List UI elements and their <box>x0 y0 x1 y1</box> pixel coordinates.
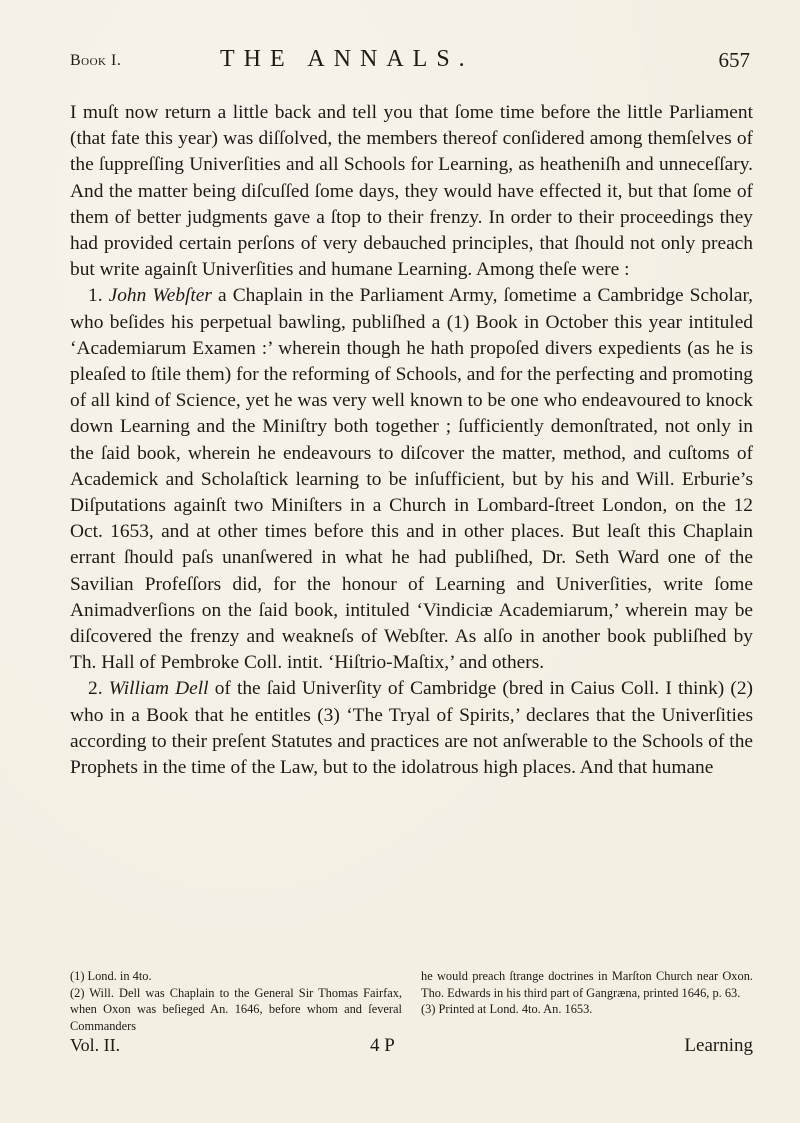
entry-number: 2. <box>88 678 103 700</box>
entry-name: William Dell <box>108 678 209 700</box>
footnotes-left-column <box>70 968 402 1034</box>
catchline <box>70 1035 753 1063</box>
footnotes <box>70 968 753 1034</box>
footnote-2: (2) Will. Dell was Chaplain to the General Sir Thomas Fairfax, when Oxon was beſieged An. 1646, before whom and ſeveral Commanders <box>70 985 402 1033</box>
entry-article: a <box>218 285 227 307</box>
paragraph-entry-2 <box>70 676 753 781</box>
footnote-2-continued: he would preach ſtrange doctrines in Marſton Church near Oxon. Tho. Edwards in his third part of Gangræna, printed 1646, p. 63. <box>421 969 753 1000</box>
entry-text: Chaplain in the Parliament Army, ſometime a Cambridge Scholar, who beſides his perpetual bawling, publiſhed a (1) Book in October this year intituled ‘Academiarum Examen :’ wherein though he hath propoſed divers expedients (as he is pleaſed to ſtile them) for the reforming of Schools, and for the perfecting and promoting of all kind of Science, yet he was very well known to be one who endeavoured to knock down Learning and the Miniſtry both together ; ſufficiently demonſtrated, not only in the ſaid book, wherein he endeavours to diſcover the matter, method, and cuſtoms of Academick and Scholaſtick learning to be inſufficient, but by his and Will. Erburie’s Diſputations againſt two Miniſters in a Church in Lombard-ſtreet London, on the 12 Oct. 1653, and at other times before this and in other places. But leaſt this Chaplain errant ſhould paſs unanſwered in what he had publiſhed, Dr. Seth Ward one of the Savilian Profeſſors did, for the honour of Learning and Univerſities, write ſome Animadverſions on the ſaid book, intituled ‘Vindiciæ Academiarum,’ wherein may be diſcovered the frenzy and weakneſs of Webſter. As alſo in another book publiſhed by Th. Hall of Pembroke Coll. intit. ‘Hiſtrio-Maſtix,’ and others. <box>70 285 753 674</box>
footnote-1: (1) Lond. in 4to. <box>70 969 152 983</box>
signature-mark: 4 P <box>370 1035 395 1056</box>
entry-text: of the ſaid Univerſity of Cambridge (bred in Caius Coll. I think) (2) who in a Book that he entitles (3) ‘The Tryal of Spirits,’ declares that the Univerſities according to their preſent Statutes and practices are not anſwerable to the Schools of the Prophets in the time of the Law, but to the idolatrous high places. And that humane <box>70 678 754 779</box>
paragraph-entry-1 <box>70 283 753 676</box>
book-number: Book I. <box>70 52 122 69</box>
main-text <box>70 100 753 781</box>
catchword: Learning <box>684 1035 753 1056</box>
footnote-3: (3) Printed at Lond. 4to. An. 1653. <box>421 1002 593 1016</box>
page-number: 657 <box>718 48 750 72</box>
volume-label: Vol. II. <box>70 1035 121 1055</box>
entry-number: 1. <box>88 285 103 307</box>
running-title: THE ANNALS. <box>220 46 474 72</box>
footnotes-right-column <box>421 968 753 1034</box>
running-head <box>70 44 750 80</box>
entry-name: John Webſter <box>108 285 212 307</box>
paragraph-intro: I muſt now return a little back and tell you that ſome time before the little Parliament (that fate this year) was diſſolved, the members thereof conſidered among themſelves of the ſuppreſſing Univerſities and all Schools for Learning, as heatheniſh and unneceſſary. And the matter being diſcuſſed ſome days, they would have effected it, but that ſome of them of better judgments gave a ſtop to their frenzy. In order to their proceedings they had provided certain perſons of very debauched principles, that ſhould not only preach but write againſt Univerſities and humane Learning. Among theſe were : <box>70 102 753 281</box>
